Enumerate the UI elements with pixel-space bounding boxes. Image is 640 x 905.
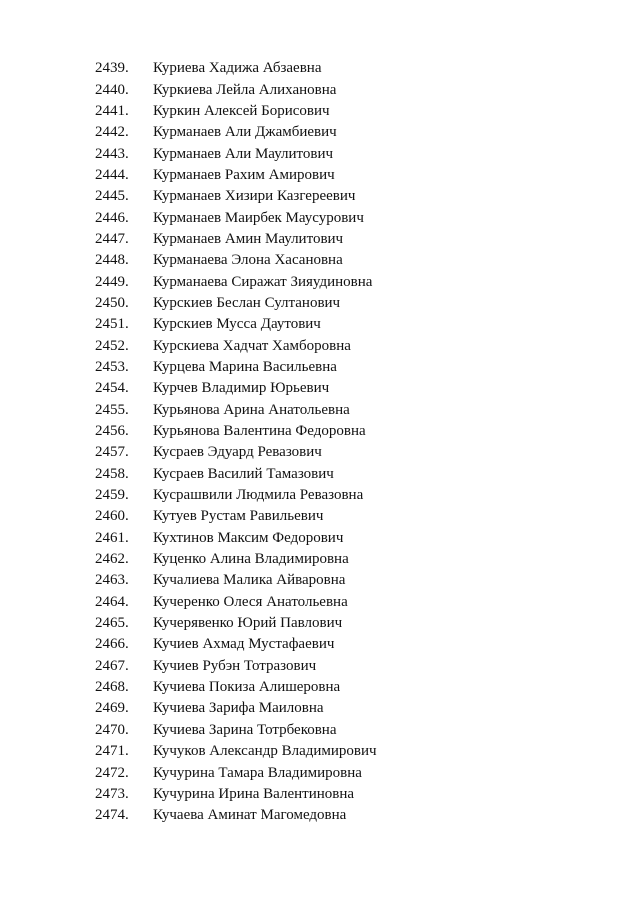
entry-name: Кучурина Ирина Валентиновна [153, 785, 355, 802]
entry-name: Кухтинов Максим Федорович [153, 529, 344, 546]
entry-name: Курманаев Рахим Амирович [153, 166, 335, 183]
entry-name: Кучеренко Олеся Анатольевна [153, 593, 348, 610]
entry-name: Куркиева Лейла Алихановна [153, 81, 337, 98]
list-item [95, 293, 377, 314]
entry-name: Кучиева Зарина Тотрбековна [153, 721, 337, 738]
entry-number: 2461. [95, 529, 129, 546]
entry-name: Курскиева Хадчат Хамборовна [153, 337, 351, 354]
list-item [95, 485, 377, 506]
list-item [95, 592, 377, 613]
entry-number: 2445. [95, 188, 129, 205]
list-item [95, 634, 377, 655]
list-item [95, 784, 377, 805]
entry-number: 2472. [95, 764, 129, 781]
entry-name: Кучуков Александр Владимирович [153, 743, 377, 760]
list-item [95, 357, 377, 378]
entry-number: 2449. [95, 273, 129, 290]
list-item [95, 421, 377, 442]
entry-name: Кучиев Рубэн Тотразович [153, 657, 317, 674]
list-item [95, 186, 377, 207]
entry-number: 2446. [95, 209, 129, 226]
entry-number: 2454. [95, 380, 129, 397]
entry-name: Курьянова Арина Анатольевна [153, 401, 350, 418]
entry-name: Курманаев Хизири Казгереевич [153, 188, 356, 205]
entry-number: 2463. [95, 572, 129, 589]
entry-number: 2473. [95, 785, 129, 802]
entry-name: Куриева Хадижа Абзаевна [153, 60, 322, 77]
list-item [95, 207, 377, 228]
entry-number: 2450. [95, 294, 129, 311]
entry-number: 2443. [95, 145, 129, 162]
entry-number: 2474. [95, 807, 129, 824]
entry-number: 2452. [95, 337, 129, 354]
entry-name: Курманаева Сиражат Зияудиновна [153, 273, 373, 290]
entry-name: Кучиева Зарифа Маиловна [153, 700, 324, 717]
entry-name: Курманаев Маирбек Маусурович [153, 209, 364, 226]
list-item [95, 378, 377, 399]
entry-name: Кучурина Тамара Владимировна [153, 764, 362, 781]
entry-name: Кутуев Рустам Равильевич [153, 508, 324, 525]
entry-number: 2469. [95, 700, 129, 717]
list-item [95, 79, 377, 100]
entry-number: 2464. [95, 593, 129, 610]
entry-number: 2465. [95, 615, 129, 632]
list-item [95, 656, 377, 677]
list-item [95, 229, 377, 250]
list-item [95, 400, 377, 421]
entry-number: 2468. [95, 679, 129, 696]
list-item [95, 549, 377, 570]
entry-number: 2447. [95, 230, 129, 247]
entry-name: Курьянова Валентина Федоровна [153, 423, 366, 440]
list-item [95, 677, 377, 698]
list-item [95, 528, 377, 549]
list-item [95, 762, 377, 783]
entry-name: Кусраев Эдуард Ревазович [153, 444, 322, 461]
entry-number: 2459. [95, 487, 129, 504]
entry-number: 2441. [95, 102, 129, 119]
entry-name: Курскиев Мусса Даутович [153, 316, 321, 333]
list-item [95, 165, 377, 186]
entry-name: Куркин Алексей Борисович [153, 102, 330, 119]
entry-name: Кучиев Ахмад Мустафаевич [153, 636, 335, 653]
list-item [95, 613, 377, 634]
entry-name: Курманаев Али Маулитович [153, 145, 334, 162]
entry-number: 2439. [95, 60, 129, 77]
entry-number: 2458. [95, 465, 129, 482]
entry-name: Кучиева Покиза Алишеровна [153, 679, 341, 696]
entry-number: 2460. [95, 508, 129, 525]
list-item [95, 741, 377, 762]
entry-number: 2442. [95, 124, 129, 141]
list-item [95, 506, 377, 527]
entry-number: 2444. [95, 166, 129, 183]
entry-number: 2448. [95, 252, 129, 269]
entry-name: Курманаев Амин Маулитович [153, 230, 344, 247]
entry-number: 2453. [95, 358, 129, 375]
list-item [95, 101, 377, 122]
list-item [95, 698, 377, 719]
entry-number: 2462. [95, 551, 129, 568]
entry-number: 2455. [95, 401, 129, 418]
list-item [95, 570, 377, 591]
list-item [95, 58, 377, 79]
list-item [95, 720, 377, 741]
list-item [95, 143, 377, 164]
entry-name: Курманаева Элона Хасановна [153, 252, 343, 269]
list-item [95, 250, 377, 271]
entry-name: Курцева Марина Васильевна [153, 358, 337, 375]
entry-number: 2467. [95, 657, 129, 674]
list-item [95, 464, 377, 485]
list-item [95, 805, 377, 826]
entry-number: 2451. [95, 316, 129, 333]
entry-name: Курманаев Али Джамбиевич [153, 124, 337, 141]
entry-name: Кусраев Василий Тамазович [153, 465, 334, 482]
entry-name: Курскиев Беслан Султанович [153, 294, 341, 311]
list-item [95, 271, 377, 292]
list-item [95, 122, 377, 143]
entry-number: 2471. [95, 743, 129, 760]
entry-number: 2457. [95, 444, 129, 461]
entry-name: Кучерявенко Юрий Павлович [153, 615, 343, 632]
entry-name: Кусрашвили Людмила Ревазовна [153, 487, 364, 504]
entry-name: Кучаева Аминат Магомедовна [153, 807, 347, 824]
list-item [95, 314, 377, 335]
entry-name: Куценко Алина Владимировна [153, 551, 349, 568]
list-item [95, 442, 377, 463]
entry-number: 2440. [95, 81, 129, 98]
entry-name: Курчев Владимир Юрьевич [153, 380, 330, 397]
numbered-name-list [95, 58, 377, 826]
entry-number: 2470. [95, 721, 129, 738]
entry-name: Кучалиева Малика Айваровна [153, 572, 346, 589]
entry-number: 2466. [95, 636, 129, 653]
entry-number: 2456. [95, 423, 129, 440]
list-item [95, 335, 377, 356]
